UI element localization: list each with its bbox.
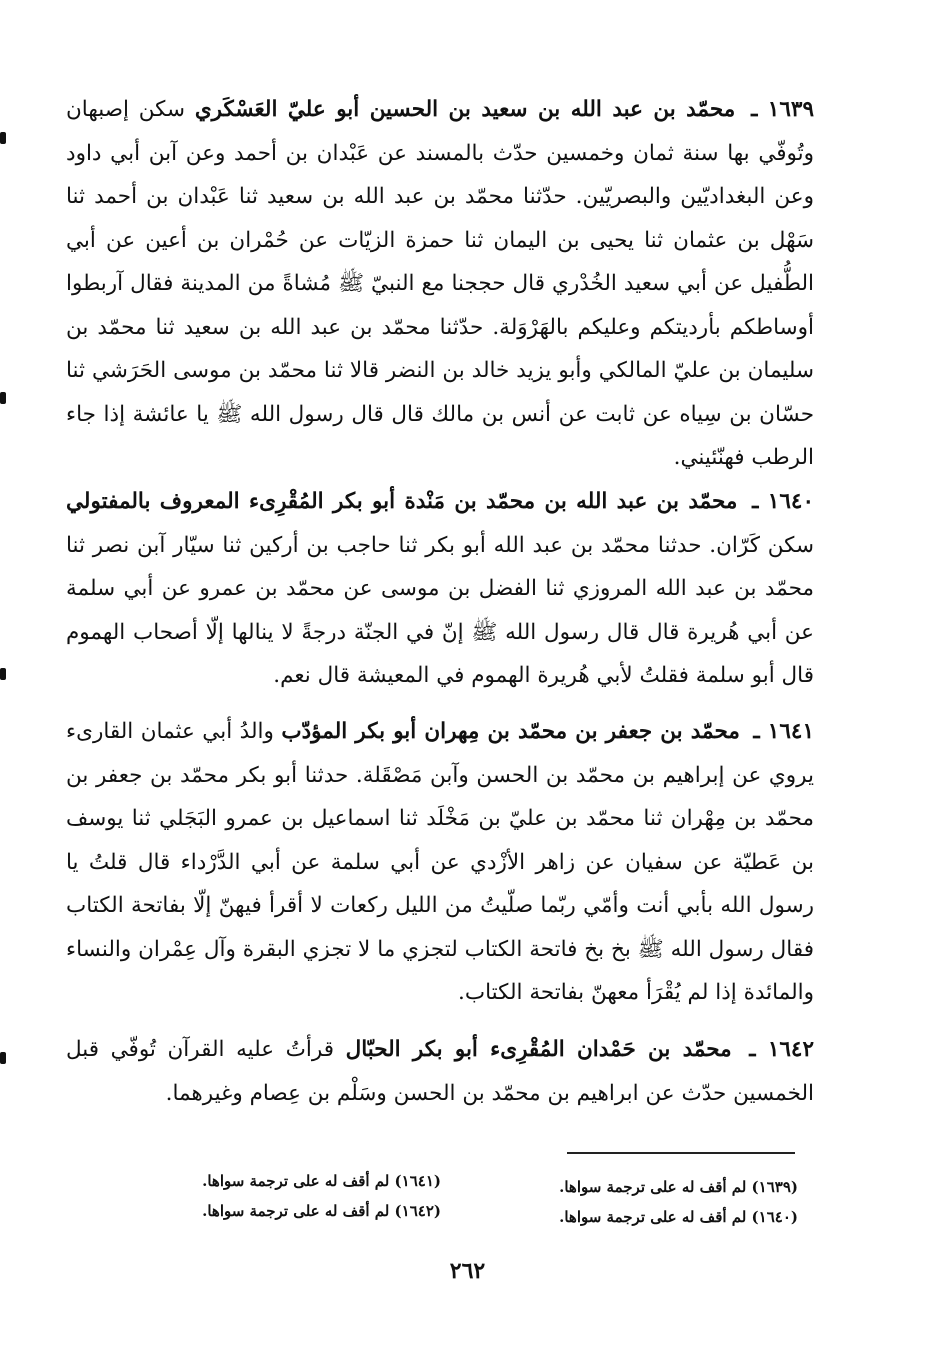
footnote-1640: (١٦٤٠) لم أقف له على ترجمة سواها. (559, 1208, 798, 1226)
entry-number: ١٦٤٠ ـ (752, 489, 814, 514)
entry-1642 (66, 1028, 814, 1115)
entry-1640 (66, 480, 814, 698)
page-number: ٢٦٢ (449, 1258, 486, 1284)
footnotes-right-column (498, 1172, 798, 1232)
margin-mark (0, 1052, 6, 1064)
footnote-1641: (١٦٤١) لم أقف له على ترجمة سواها. (202, 1172, 441, 1190)
footnote-1642: (١٦٤٢) لم أقف له على ترجمة سواها. (202, 1202, 441, 1220)
footnote-1639: (١٦٣٩) لم أقف له على ترجمة سواها. (559, 1178, 798, 1196)
entry-name: محمّد بن عبد الله بن محمّد بن مَنْدة أبو بكر المُقْرِىء المعروف بالمفتولي (66, 489, 738, 514)
entry-name: محمّد بن جعفر بن محمّد بن مِهران أبو بكر المؤدّب (281, 719, 740, 744)
entry-text: سكن كَرّان. حدثنا محمّد بن عبد الله أبو بكر ثنا حاجب بن أركين ثنا سيّار آبن نصر ثنا محمّد بن عبد الله المروزي ثنا الفضل بن موسى عن محمّد بن عمرو عن أبي سلمة عن أبي هُريرة قال قال رسول الله ﷺ إنّ في الجنّة درجةً لا ينالها إلّا أصحاب الهموم قال أبو سلمة فقلتُ لأبي هُريرة الهموم في المعيشة قال نعم. (66, 532, 814, 688)
entry-number: ١٦٤٢ ـ (749, 1037, 815, 1062)
entry-number: ١٦٣٩ ـ (751, 97, 814, 122)
footnotes-left-column (141, 1166, 441, 1226)
footnote-separator (567, 1152, 795, 1154)
entry-1639 (66, 88, 814, 480)
margin-mark (0, 132, 6, 144)
entry-1641 (66, 710, 814, 1015)
entry-text: والدُ أبي عثمان القارىء يروي عن إبراهيم بن محمّد بن الحسن وآبن مَصْقَلة. حدثنا أبو بكر محمّد بن جعفر بن محمّد بن مِهْران ثنا محمّد بن عليّ بن مَخْلَد ثنا اسماعيل بن عمرو البَجَلي ثنا يوسف بن عَطيّة عن سفيان عن زاهر الأزْدي عن أبي سلمة عن أبي الدَّرْداء قال قلتُ يا رسول الله بأبي أنت وأمّي ربّما صلّيتُ من الليل ركعات لا أقرأ فيهنّ إلّا بفاتحة الكتاب فقال رسول الله ﷺ بخ بخ فاتحة الكتاب لتجزي ما لا تجزي البقرة وآل عِمْران والنساء والمائدة إذا لم يُقْرَأ معهنّ بفاتحة الكتاب. (66, 719, 814, 1005)
margin-mark (0, 392, 6, 404)
entry-text: سكن إصبهان وتُوفّي بها سنة ثمان وخمسين حدّث بالمسند عن عَبْدان بن أحمد وعن آبن أبي داود وعن البغداديّين والبصريّين. حدّثنا محمّد بن عبد الله بن سعيد ثنا عَبْدان بن أحمد ثنا سَهْل بن عثمان ثنا يحيى بن اليمان ثنا حمزة الزيّات عن حُمْران بن أعين عن أبي الطُّفيل عن أبي سعيد الخُدْري قال حججنا مع النبيّ ﷺ مُشاةً من المدينة فقال آربطوا أوساطكم بأرديتكم وعليكم بالهَرْوَلة. حدّثنا محمّد بن عبد الله بن سعيد ثنا محمّد بن سليمان بن عليّ المالكي وأبو يزيد خالد بن النضر قالا ثنا محمّد بن موسى الحَرَشي ثنا حسّان بن سِياه عن ثابت عن أنس بن مالك قال قال رسول الله ﷺ يا عائشة إذا جاء الرطب فهنّئيني. (66, 97, 814, 470)
entry-name: محمّد بن عبد الله بن سعيد بن الحسين أبو عليّ العَسْكَري (194, 97, 736, 122)
entry-text: قرأتُ عليه القرآن تُوفّي قبل الخمسين حدّث عن ابراهيم بن محمّد بن الحسن وسَلْم بن عِصام وغيرهما. (66, 1037, 814, 1106)
entry-number: ١٦٤١ ـ (753, 719, 814, 744)
margin-mark (0, 668, 6, 680)
entry-name: محمّد بن حَمْدان المُقْرِىء أبو بكر الحبّال (345, 1037, 732, 1062)
